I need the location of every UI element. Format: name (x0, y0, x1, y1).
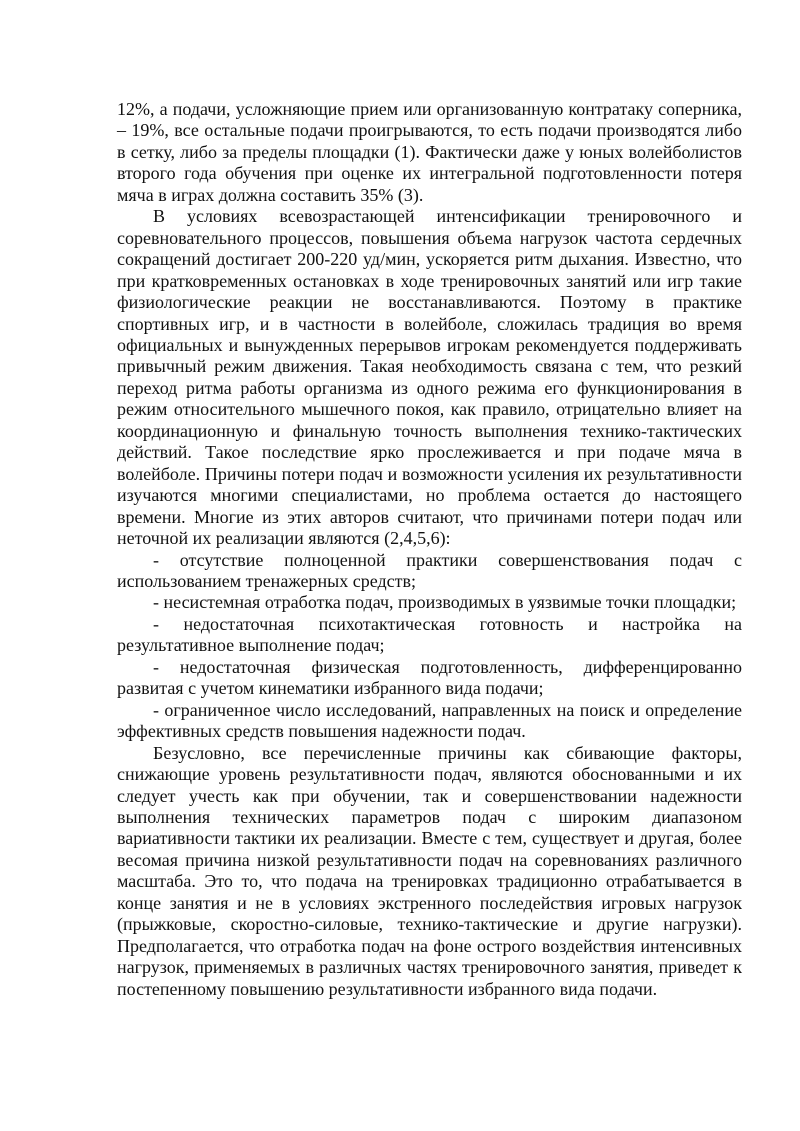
list-item (117, 592, 742, 613)
list-item-text: недостаточная физическая подготовленность, дифференцированно развитая с учетом кинематики избранного вида подачи; (117, 656, 742, 699)
list-item (117, 700, 742, 743)
list-item-text: ограниченное число исследований, направленных на поиск и определение эффективных средств повышения надежности подач. (117, 699, 742, 742)
list-marker: - (153, 656, 180, 677)
list-marker: - (153, 699, 165, 720)
list-item (117, 614, 742, 657)
list-item (117, 550, 742, 593)
reasons-list (117, 550, 742, 743)
list-item (117, 657, 742, 700)
paragraph-2: В условиях всевозрастающей интенсификации тренировочного и соревновательного процессов, повышения объема нагрузок частота сердечных сокращений достигает 200-220 уд/мин, ускоряется ритм дыхания. Известно, что при кратковременных остановках в ходе тренировочных занятий или игр такие физиологические реакции не восстанавливаются. Поэтому в практике спортивных игр, и в частности в волейболе, сложилась традиция во время официальных и вынужденных перерывов игрокам рекомендуется поддерживать привычный режим движения. Такая необходимость связана с тем, что резкий переход ритма работы организма из одного режима его функционирования в режим относительного мышечного покоя, как правило, отрицательно влияет на координационную и финальную точность выполнения технико-тактических действий. Такое последствие ярко прослеживается и при подаче мяча в волейболе. Причины потери подач и возможности усиления их результативности изучаются многими специалистами, но проблема остается до настоящего времени. Многие из этих авторов считают, что причинами потери подач или неточной их реализации являются (2,4,5,6): (117, 206, 742, 549)
paragraph-1: 12%, а подачи, усложняющие прием или организованную контратаку соперника, – 19%, все остальные подачи проигрываются, то есть подачи производятся либо в сетку, либо за пределы площадки (1). Фактически даже у юных волейболистов второго года обучения при оценке их интегральной подготовленности потеря мяча в играх должна составить 35% (3). (117, 99, 742, 205)
document-body (117, 99, 742, 1000)
list-marker: - (153, 592, 164, 613)
paragraph-3: Безусловно, все перечисленные причины как сбивающие факторы, снижающие уровень результативности подач, являются обоснованными и их следует учесть как при обучении, так и совершенствовании надежности выполнения технических параметров подач с широким диапазоном вариативности тактики их реализации. Вместе с тем, существует и другая, более весомая причина низкой результативности подач на соревнованиях различного масштаба. Это то, что подача на тренировках традиционно отрабатывается в конце занятия и не в условиях экстренного последействия игровых нагрузок (прыжковые, скоростно-силовые, технико-тактические и другие нагрузки). Предполагается, что отработка подач на фоне острого воздействия интенсивных нагрузок, применяемых в различных частях тренировочного занятия, приведет к постепенному повышению результативности избранного вида подачи. (117, 742, 742, 999)
list-marker: - (153, 613, 184, 634)
list-item-text: несистемная отработка подач, производимых в уязвимые точки площадки; (163, 592, 737, 613)
list-marker: - (153, 549, 180, 570)
list-item-text: недостаточная психотактическая готовность и настройка на результативное выполнение подач; (117, 613, 742, 656)
list-item-text: отсутствие полноценной практики совершенствования подач с использованием тренажерных средств; (117, 549, 742, 591)
